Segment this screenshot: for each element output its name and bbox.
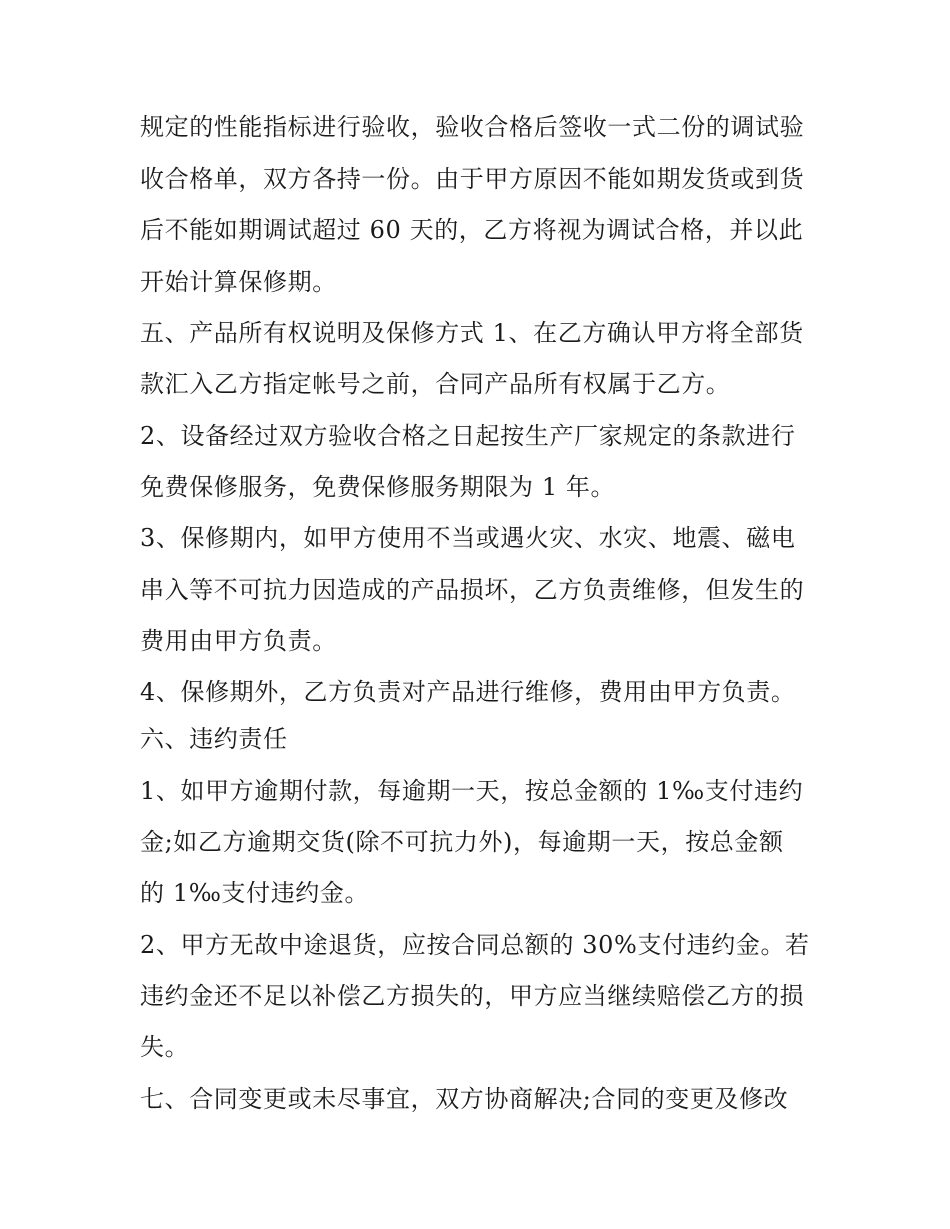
section-heading-six: 六、违约责任 — [140, 725, 288, 753]
clause-3: 3、保修期内，如甲方使用不当或遇火灾、水灾、地震、磁电 — [140, 524, 796, 552]
text-line: 费用由甲方负责。 — [140, 627, 337, 655]
text-line: 后不能如期调试超过 60 天的，乙方将视为调试合格，并以此 — [140, 216, 804, 244]
clause-2: 2、甲方无故中途退货，应按合同总额的 30%支付违约金。若 — [140, 931, 810, 959]
clause-2: 2、设备经过双方验收合格之日起按生产厂家规定的条款进行 — [140, 422, 796, 450]
text-line: 开始计算保修期。 — [140, 268, 337, 296]
text-line: 违约金还不足以补偿乙方损失的，甲方应当继续赔偿乙方的损 — [140, 982, 805, 1010]
text-line: 免费保修服务，免费保修服务期限为 1 年。 — [140, 473, 616, 501]
text-line: 失。 — [140, 1033, 190, 1061]
text-line: 金;如乙方逾期交货(除不可抗力外)，每逾期一天，按总金额 — [140, 828, 784, 856]
text-line: 串入等不可抗力因造成的产品损坏，乙方负责维修，但发生的 — [140, 576, 805, 604]
text-line: 规定的性能指标进行验收，验收合格后签收一式二份的调试验 — [140, 113, 805, 141]
section-heading-seven: 七、合同变更或未尽事宜，双方协商解决;合同的变更及修改 — [140, 1085, 789, 1113]
section-heading-five: 五、产品所有权说明及保修方式 1、在乙方确认甲方将全部货 — [140, 319, 804, 347]
text-line: 收合格单，双方各持一份。由于甲方原因不能如期发货或到货 — [140, 165, 805, 193]
text-line: 的 1‰支付违约金。 — [140, 879, 370, 907]
clause-1: 1、如甲方逾期付款，每逾期一天，按总金额的 1‰支付违约 — [140, 777, 804, 805]
text-line: 款汇入乙方指定帐号之前，合同产品所有权属于乙方。 — [140, 370, 731, 398]
clause-4: 4、保修期外，乙方负责对产品进行维修，费用由甲方负责。 — [140, 678, 796, 706]
